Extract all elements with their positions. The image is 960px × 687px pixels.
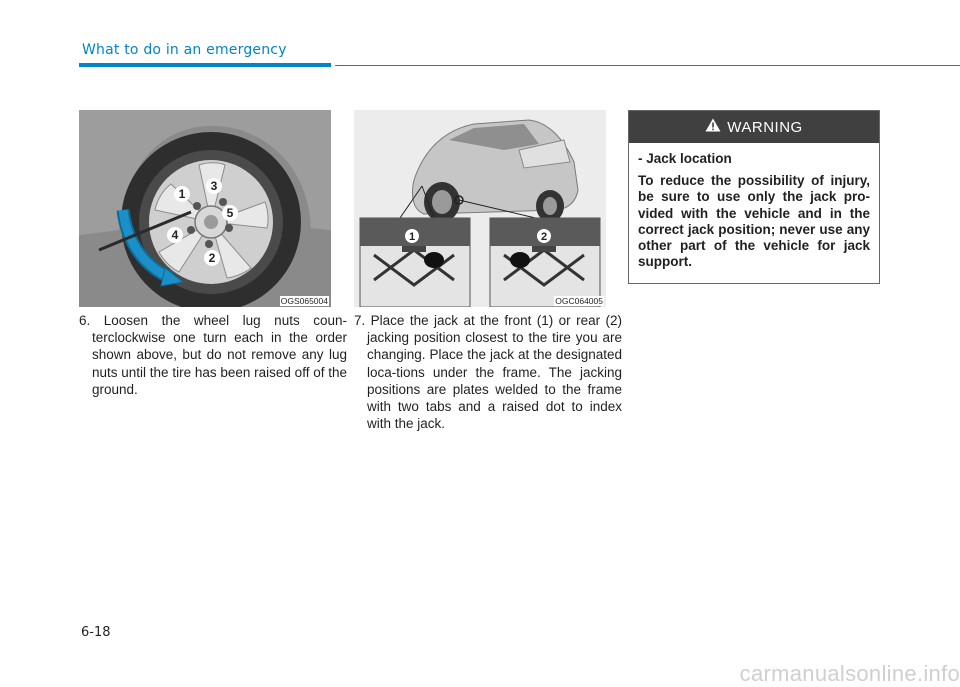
step-7-text: 7. Place the jack at the front (1) or rear (2) jacking position closest to the tire you are changing. Place the jack at the designated loca-tions under the frame. The jacking positions are plates welded to the frame with two tabs and a raised dot to index with the jack. [354, 313, 622, 432]
warning-triangle-icon [705, 118, 721, 136]
lug-label-2: 2 [208, 251, 216, 265]
warning-subtitle: - Jack location [638, 151, 732, 166]
watermark: carmanualsonline.info [739, 661, 960, 686]
warning-header [629, 111, 879, 143]
warning-body: To reduce the possibility of injury, be sure to use only the jack pro-vided with the vehicle and in the correct jack position; never use any other part of the vehicle for jack support. [638, 173, 870, 270]
header-rule-thick [79, 63, 331, 67]
lug-label-4: 4 [171, 228, 179, 242]
warning-box [628, 110, 880, 284]
figure-code-2: OGC064005 [555, 296, 603, 306]
callout-label-2: 2 [540, 231, 548, 243]
lug-label-3: 3 [210, 179, 218, 193]
callout-label-1: 1 [408, 231, 416, 243]
page-number: 6-18 [81, 625, 111, 640]
lug-label-1: 1 [178, 187, 186, 201]
step-6-text: 6. Loosen the wheel lug nuts coun-terclockwise one turn each in the order shown above, but do not remove any lug nuts until the tire has been raised off of the ground. [79, 313, 347, 397]
wheel-lug-nut-figure [79, 110, 331, 307]
jack-position-figure [354, 110, 606, 307]
lug-label-5: 5 [226, 206, 234, 220]
figure-code-1: OGS065004 [280, 296, 328, 306]
section-title: What to do in an emergency [82, 42, 287, 58]
warning-title: WARNING [727, 118, 803, 136]
header-rule-thin [335, 65, 960, 66]
